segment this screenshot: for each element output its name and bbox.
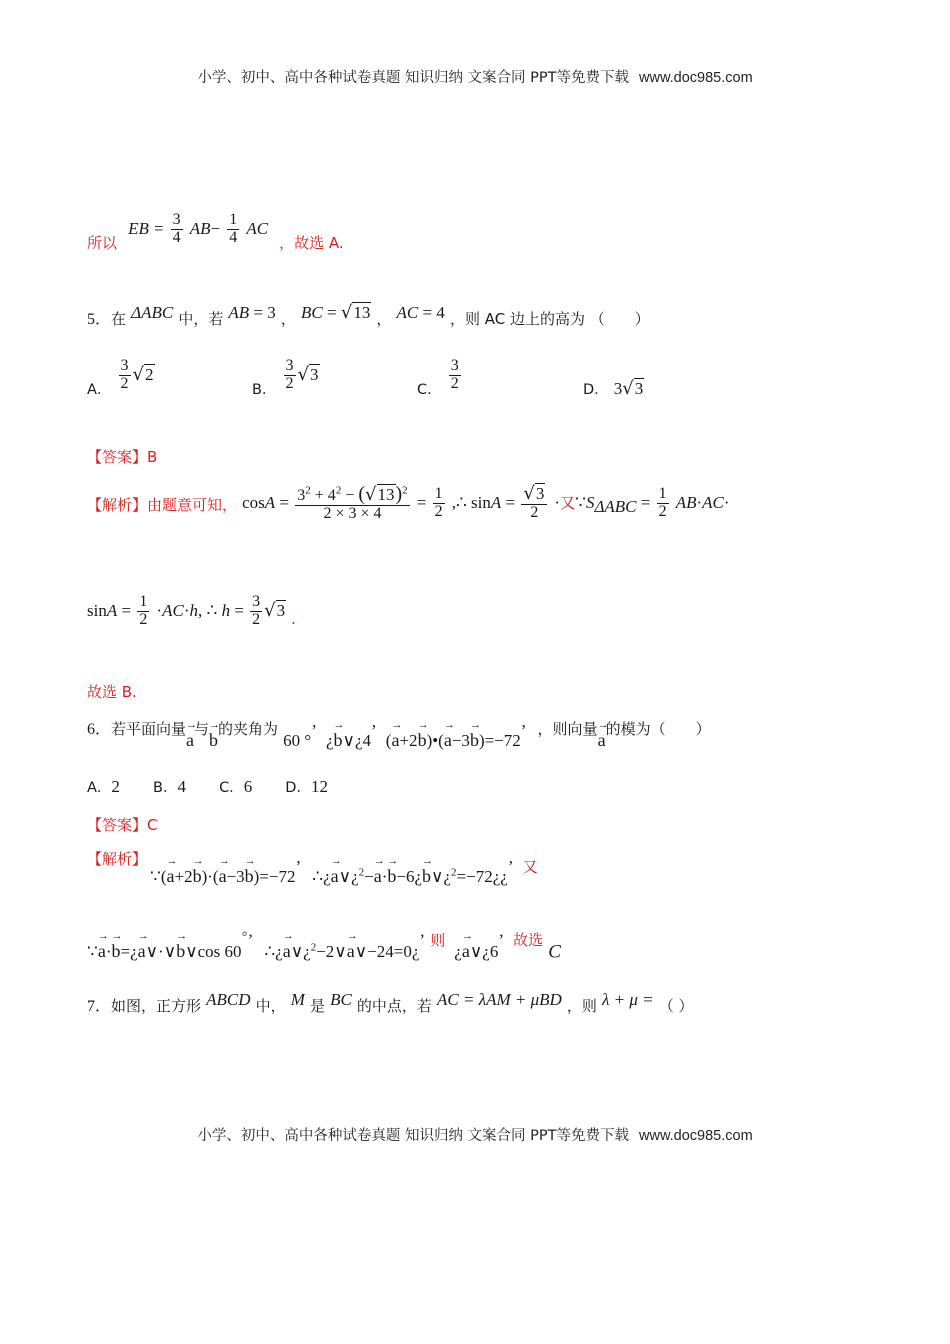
q6-option-b-value[interactable]: 4 bbox=[177, 777, 186, 796]
q7-number: 7． bbox=[87, 998, 112, 1015]
q5-number: 5． bbox=[87, 311, 112, 328]
q7-text-5: ，则 bbox=[566, 997, 597, 1015]
q5-text-1: 在 bbox=[111, 310, 127, 328]
q7-text-2: 中， bbox=[255, 997, 286, 1015]
fraction-3-4: $\frac{3}{4}$ bbox=[172, 211, 181, 246]
q6-text-3: 的夹角为 bbox=[218, 720, 279, 738]
q5-option-c[interactable]: C． $\frac{3}{2}$ bbox=[417, 357, 459, 398]
prev-suffix: ，故选 A. bbox=[279, 233, 344, 252]
q7-text-4: 的中点，若 bbox=[356, 997, 432, 1015]
q5-option-b[interactable]: B． $\frac{3}{2}$ √3 bbox=[252, 357, 319, 398]
q5-text-4: ， bbox=[376, 310, 392, 328]
q6-vec-b: → b bbox=[209, 730, 218, 751]
q6-text-5: 的模为（ ） bbox=[605, 720, 711, 738]
q5-ac: AC bbox=[396, 303, 419, 322]
q7-text-6: （ ） bbox=[658, 997, 694, 1015]
q5-analysis-line-2: sinA = $\frac{1}{2}$ ·AC·h, ∴ h = $\frac{3}{2}$ √3 . bbox=[87, 593, 296, 628]
q5-option-c-label: C． bbox=[417, 381, 442, 398]
q7-abcd: ABCD bbox=[206, 990, 251, 1009]
q6-text-1: 若平面向量 bbox=[111, 720, 187, 738]
formula-eb: EB bbox=[128, 218, 149, 238]
prev-prefix: 所以 bbox=[87, 233, 118, 252]
question-5: 5．在 ΔABC 中，若 AB = 3 ， BC = √13 ， AC = 4 ，则 AC 边上的高为 （ ） bbox=[87, 302, 650, 328]
q5-triangle: ΔABC bbox=[131, 303, 174, 322]
footer-text: 小学、初中、高中各种试卷真题 知识归纳 文案合同 PPT等免费下载 bbox=[197, 1128, 630, 1144]
page-header bbox=[0, 66, 950, 87]
q5-you: 又 bbox=[560, 493, 576, 512]
q6-option-c-label[interactable]: C． bbox=[219, 780, 244, 796]
q6-analysis-formula-1: ∵(→ a+2→ b)·(→ a−3→ b)=−72’ ∴¿→ a∨¿$^2$−→ a·→ b−6¿→ b∨¿$^2$=−72¿¿’ 又 bbox=[150, 856, 538, 887]
prev-conclusion: 所以 EB = $\frac{3}{4}$ AB− $\frac{1}{4}$ AC ，故选 A. bbox=[87, 211, 344, 252]
q5-option-d[interactable]: D． 3√3 bbox=[583, 378, 644, 399]
header-text: 小学、初中、高中各种试卷真题 知识归纳 文案合同 PPT等免费下载 bbox=[197, 70, 630, 86]
q5-cos-fraction: $\frac{3^2 + 4^2 - (√13)^2}{2 \times 3 \times 4}$ bbox=[297, 483, 408, 522]
header-url[interactable]: www.doc985.com bbox=[639, 70, 753, 86]
q6-analysis-line-1 bbox=[87, 848, 147, 869]
q6-analysis-label: 【解析】 bbox=[87, 850, 148, 868]
q6-option-a-label[interactable]: A． bbox=[87, 780, 112, 796]
q5-analysis-label: 【解析】 bbox=[87, 495, 148, 514]
q6-vec-a-2: → a bbox=[598, 730, 606, 751]
q6-option-c-value[interactable]: 6 bbox=[243, 777, 253, 796]
q6-option-a-value[interactable]: 2 bbox=[111, 777, 120, 796]
q6-number: 6． bbox=[87, 721, 112, 738]
q6-option-b-label[interactable]: B． bbox=[153, 780, 178, 796]
q7-text-1: 如图，正方形 bbox=[111, 997, 202, 1015]
q5-answer: 【答案】B bbox=[87, 448, 158, 466]
footer-url[interactable]: www.doc985.com bbox=[639, 1128, 753, 1144]
page-footer bbox=[0, 1124, 950, 1145]
q5-text-2: 中，若 bbox=[178, 310, 224, 328]
q6-answer: 【答案】C bbox=[87, 816, 158, 834]
q6-options bbox=[87, 776, 328, 797]
q7-equation: AC = λAM + μBD bbox=[437, 990, 562, 1009]
q6-text-4: ，则向量 bbox=[537, 720, 598, 738]
q5-analysis-text: 由题意可知， bbox=[147, 495, 238, 514]
fraction-1-4: $\frac{1}{4}$ bbox=[229, 211, 238, 246]
q5-bc: BC bbox=[301, 303, 323, 322]
q5-text-3: ， bbox=[280, 310, 296, 328]
q6-option-d-value[interactable]: 12 bbox=[310, 777, 328, 796]
q7-lambda-mu: λ + μ = bbox=[602, 990, 654, 1009]
q7-text-3: 是 bbox=[309, 997, 325, 1015]
q5-text-5: ，则 AC 边上的高为 （ ） bbox=[449, 310, 650, 328]
q5-conclusion: 故选 B. bbox=[87, 683, 137, 701]
q5-option-a[interactable]: A． $\frac{3}{2}$ √2 bbox=[87, 357, 154, 398]
q6-ze: 则 bbox=[430, 931, 446, 950]
q6-analysis-line-2: ∵→ a·→ b=¿→ a∨·∨→ b∨cos 60◦’ ∴¿→ a∨¿$^2$−2∨→ a∨−24=0¿’ 则 ¿→ a∨¿6’ 故选 C bbox=[87, 924, 561, 963]
q5-option-b-label: B． bbox=[252, 381, 277, 398]
q7-m: M bbox=[290, 990, 305, 1009]
q5-option-a-label: A． bbox=[87, 381, 112, 398]
question-6: 6．若平面向量→ a与→ b的夹角为 60 °’ ¿→ b∨¿4’ (→ a+2→ b)•(→ a−3→ b)=−72’ ，则向量→ a的模为（ ） bbox=[87, 716, 711, 751]
q6-text-2: 与 bbox=[194, 720, 210, 738]
q6-option-d-label[interactable]: D． bbox=[285, 780, 311, 796]
q5-ab: AB bbox=[228, 303, 250, 322]
q6-guxuan: 故选 bbox=[513, 931, 544, 950]
q6-vec-a: → a bbox=[186, 730, 194, 751]
q5-analysis-line-1: 【解析】由题意可知， cosA = $\frac{3^2 + 4^2 - (√13)^2}{2 \times 3 \times 4}$ = $\frac{1}{2}$ ,∴ sinA = $\frac{√3}{2}$ ·又$\because S_{\Delta ABC}$ = $\frac{1}{2}$ AB·AC· bbox=[87, 483, 730, 522]
question-7 bbox=[87, 990, 693, 1016]
q6-you: 又 bbox=[522, 858, 538, 876]
q5-sqrt13: √13 bbox=[340, 302, 371, 323]
q5-option-d-label: D． bbox=[583, 382, 609, 398]
q7-bc: BC bbox=[330, 990, 352, 1009]
